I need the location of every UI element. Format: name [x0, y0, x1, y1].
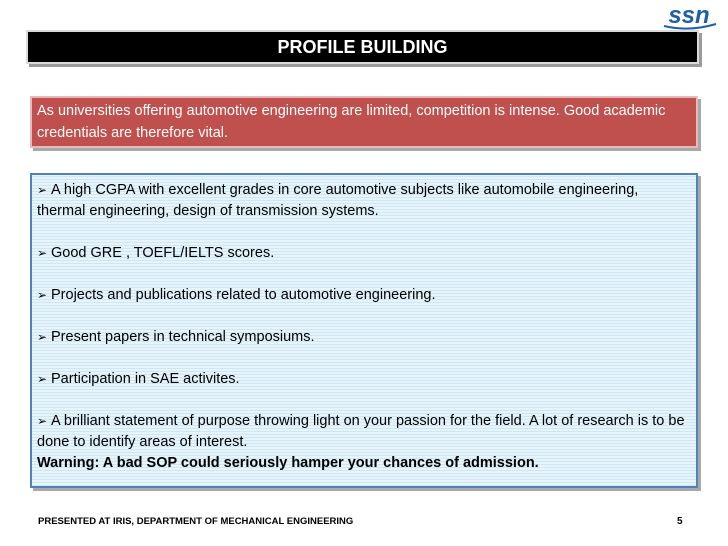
bullet-item [37, 180, 690, 222]
bullet-item [37, 411, 690, 453]
logo-text: ssn [668, 2, 710, 29]
bullet-text: Participation in SAE activites. [51, 371, 240, 387]
bullet-text: A brilliant statement of purpose throwing light on your passion for the field. A lot of research is to be done to identify areas of interest. [37, 413, 685, 450]
bullet-text: A high CGPA with excellent grades in core automotive subjects like automobile engineering, thermal engineering, design of transmission systems. [37, 182, 639, 219]
arrow-bullet-icon: ➢ [37, 330, 48, 344]
arrow-bullet-icon: ➢ [37, 288, 48, 302]
bullet-item [37, 327, 690, 348]
slide-title-bar [26, 30, 699, 64]
intro-text: As universities offering automotive engineering are limited, competition is intense. Good academic credentials are therefore vital. [37, 103, 666, 141]
page-number: 5 [677, 516, 683, 527]
bullet-text: Projects and publications related to automotive engineering. [51, 287, 436, 303]
warning-text: Warning: A bad SOP could seriously hamper your chances of admission. [37, 455, 539, 471]
arrow-bullet-icon: ➢ [37, 183, 48, 197]
ssn-logo [656, 2, 722, 30]
footer-text: PRESENTED AT IRIS, DEPARTMENT OF MECHANICAL ENGINEERING [38, 516, 354, 527]
arrow-bullet-icon: ➢ [37, 372, 48, 386]
bullet-item [37, 243, 690, 264]
bullet-item [37, 369, 690, 390]
bullet-item [37, 285, 690, 306]
content-box [30, 173, 698, 488]
bullet-text: Present papers in technical symposiums. [51, 329, 315, 345]
bullet-text: Good GRE , TOEFL/IELTS scores. [51, 245, 275, 261]
arrow-bullet-icon: ➢ [37, 414, 48, 428]
intro-box [30, 96, 698, 148]
slide-title: PROFILE BUILDING [277, 36, 448, 57]
arrow-bullet-icon: ➢ [37, 246, 48, 260]
